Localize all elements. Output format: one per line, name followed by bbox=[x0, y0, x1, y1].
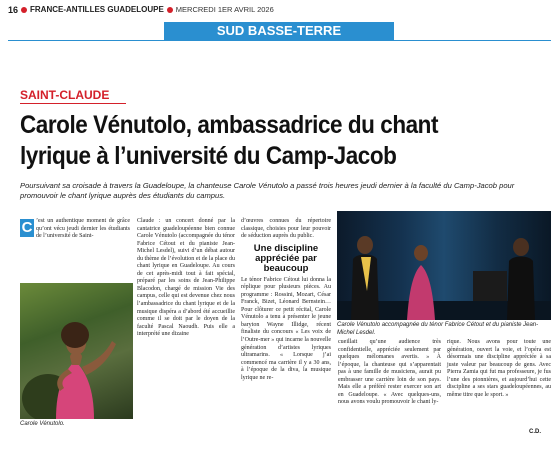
bullet-icon bbox=[21, 7, 27, 13]
article-text: Le ténor Fabrice Cétout lui donna la réplique pour plusieurs pièces. Au programme : Rossini, Mozart, César Franck, Bizet, Léonard Bernstein… Pour clôturer ce petit récital, Carole Vénutolo a tenu à présenter le jeune baryton Wayne Illidge, récent finaliste du concours « Les voix de l’Outre-mer » qui incarne la nouvelle génération d’artistes lyriques ultramarins. « Lorsque j’ai commencé ma carrière il y a 30 ans, à l’époque de la diva, la musique lyrique ne re- bbox=[241, 276, 331, 381]
author-signature: C.D. bbox=[529, 429, 541, 435]
article-text: Claude : un concert donné par la cantatrice guadeloupéenne bien connue Carole Vénutolo (accompagnée du ténor Fabrice Cétout et du pianiste Jean-Michel Lesdel), suivi d’un débat autour du thème de l’évolution et de la place du chant lyrique en Guadeloupe. Au cours de cet après-midi tout à fait spécial, préparé par les soins de Jean-Philippe Blacodon, chargé de mission Vie des campus, celle qui est devenue chez nous l’ambassadrice du chant lyrique et de la musique dispéra a d’abord été accueillie comme il se doit par le doyen de la faculté Pascal Naoudh. Puis elle a interprété une dizaine bbox=[137, 218, 235, 338]
subheading: Une discipline appréciée par beaucoup bbox=[253, 242, 319, 274]
photo-caption: Carole Vénutolo. bbox=[20, 421, 65, 427]
kicker: SAINT-CLAUDE bbox=[20, 88, 126, 104]
lead-paragraph: Poursuivant sa croisade à travers la Guadeloupe, la chanteuse Carole Vénutolo a passé trois heures jeudi dernier à la faculté du Camp-Jacob pour promouvoir le chant lyrique auprès des étudiants du campus. bbox=[20, 181, 515, 200]
bullet-icon bbox=[167, 7, 173, 13]
dropcap: C bbox=[21, 219, 33, 236]
singer-illustration bbox=[20, 283, 133, 419]
headline: Carole Vénutolo, ambassadrice du chant lyrique à l’université du Camp-Jacob bbox=[20, 111, 439, 170]
photo-caption: Carole Vénutolo accompagnée du ténor Fabrice Cétout et du pianiste Jean-Michel Lesdel. bbox=[337, 322, 539, 336]
article-column-4 bbox=[338, 339, 441, 407]
article-column-1 bbox=[20, 218, 130, 241]
photo-performers bbox=[337, 211, 551, 320]
article-column-5 bbox=[447, 339, 551, 399]
performers-illustration bbox=[337, 211, 551, 320]
article-column-2 bbox=[137, 218, 235, 339]
issue-date: MERCREDI 1ER AVRIL 2026 bbox=[175, 5, 274, 14]
section-banner: SUD BASSE-TERRE bbox=[164, 22, 394, 40]
page-number: 16 bbox=[8, 5, 19, 15]
publication-name: FRANCE-ANTILLES GUADELOUPE bbox=[30, 5, 164, 14]
photo-singer bbox=[20, 283, 133, 419]
masthead bbox=[8, 3, 551, 17]
article-text: ’est un authentique moment de grâce qu’ont vécu jeudi dernier les étudiants de l’université de Saint- bbox=[36, 218, 130, 240]
article-column-3 bbox=[241, 218, 331, 382]
article-text: rique. Nous avons pour toute une génération, ouvert la voie, et l’opéra est désormais une discipline appréciée à sa juste valeur par beaucoup de gens. Avec Pierra Zamia qui fut ma professeure, je fus l’une des pionnières, et aujourd’hui cette discipline a ses stars guadeloupéennes, au même titre que le sport. » bbox=[447, 339, 551, 398]
article-text: d’œuvres connues du répertoire classique, choisies pour leur pouvoir de séduction auprès du public. bbox=[241, 218, 331, 240]
article-text: cueillait qu’une audience très confidentielle, appréciée seulement par quelques mélomanes avertis. » À l’époque, la chanteuse qui s’apparentait pas à une famille de musiciens, aurait pu embrasser une carrière loin de son pays. Mais elle a préféré rester exercer son art en Guadeloupe. « Avec quelques-uns, nous avons voulu promouvoir le chant ly- bbox=[338, 339, 441, 406]
header-divider bbox=[8, 40, 551, 41]
